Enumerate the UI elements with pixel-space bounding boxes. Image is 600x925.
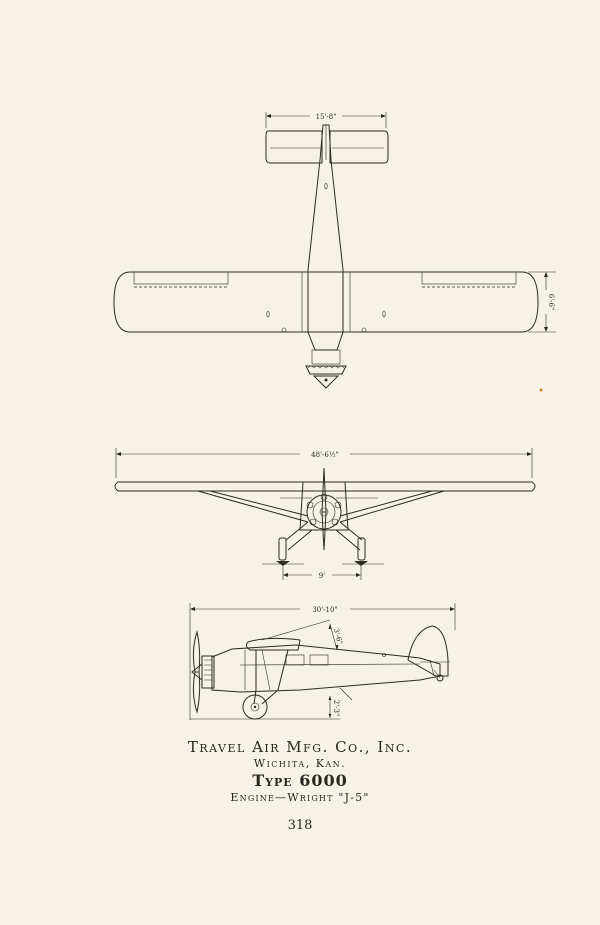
length-dimension-line (190, 603, 455, 720)
plan-view (114, 112, 556, 388)
strut-height-label: 3'-6" (331, 627, 344, 646)
wing-chord-label: 6'-6" (547, 293, 555, 311)
wing-plan (114, 272, 538, 332)
wheel-track-label: 9' (318, 572, 326, 580)
manufacturer-location: Wichita, Kan. (253, 757, 347, 770)
horizontal-tail (266, 131, 388, 163)
front-view (115, 448, 535, 580)
tailplane-span-label: 15'-8" (315, 113, 337, 121)
side-view (190, 603, 455, 720)
wingspan-label: 48'-6½" (311, 451, 339, 459)
page-number: 318 (287, 818, 313, 833)
propeller-front (322, 468, 326, 550)
aircraft-type: Type 6000 (252, 771, 348, 790)
tail-side (408, 626, 450, 681)
manufacturer-name: Travel Air Mfg. Co., Inc. (187, 738, 413, 756)
engine-plan (306, 366, 346, 388)
overall-length-label: 30'-10" (312, 606, 338, 614)
fuselage-plan (308, 125, 343, 364)
fuselage-side (212, 645, 440, 692)
engine-side (192, 632, 214, 712)
landing-gear-side (190, 690, 340, 719)
clearance-label: 2'-3" (332, 699, 340, 717)
ink-spot (540, 389, 543, 392)
engine-spec: Engine—Wright "J-5" (230, 791, 370, 804)
